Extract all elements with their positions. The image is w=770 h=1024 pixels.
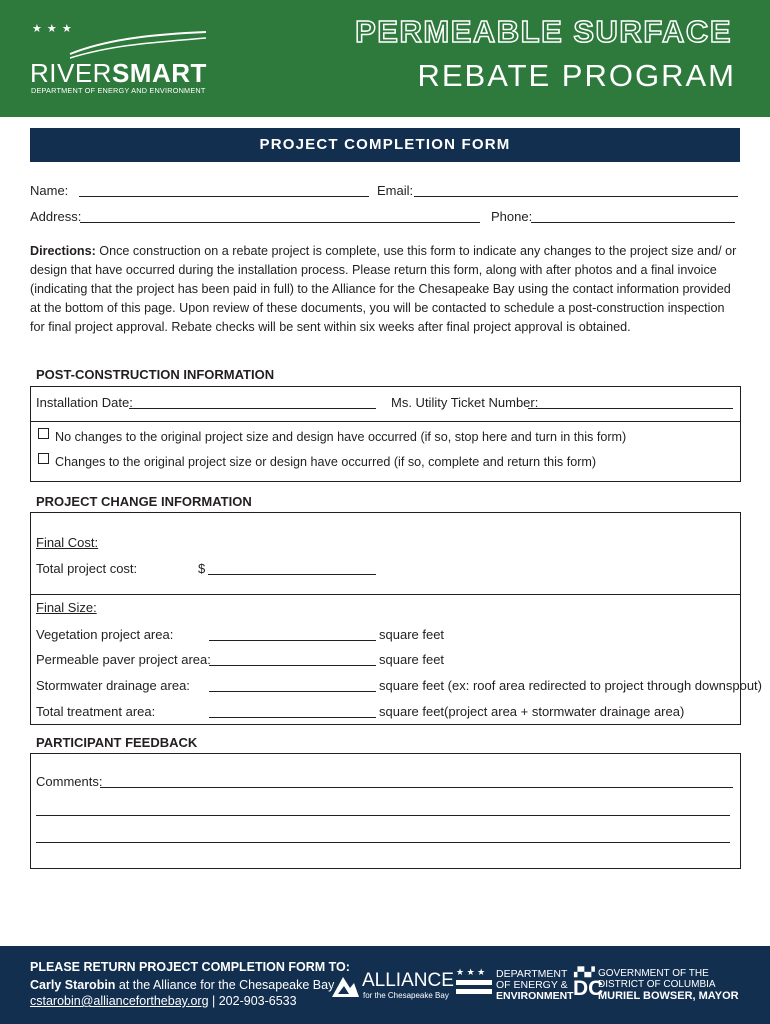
installation-date-field[interactable]	[129, 408, 376, 409]
post-construction-heading: POST-CONSTRUCTION INFORMATION	[36, 367, 275, 382]
gov-line3: MURIEL BOWSER, MAYOR	[598, 990, 739, 1002]
return-contact	[30, 978, 334, 992]
total-project-cost-field[interactable]	[208, 574, 376, 575]
doee-line1: DEPARTMENT	[496, 968, 568, 980]
utility-ticket-field[interactable]	[528, 408, 733, 409]
vegetation-area-field[interactable]	[209, 640, 376, 641]
treatment-area-unit: square feet(project area + stormwater drainage area)	[379, 704, 685, 719]
directions-text: Once construction on a rebate project is complete, use this form to indicate any changes to the project size and/ or design that have occurred during the installation process. Please return this form, along with after photos and a final invoice (indicating that the project has been paid in full) to the Alliance for the Chesapeake Bay using the contact information provided at the bottom of this page. Upon review of these documents, you will be contacted to schedule a post-construction inspection for final project approval. Rebate checks will be sent within six weeks after final project approval is obtained.	[30, 244, 737, 334]
feedback-box	[30, 753, 741, 869]
logo-brand-bold: SMART	[111, 58, 207, 88]
doee-stars-icon: ★ ★ ★	[456, 967, 486, 977]
drainage-area-unit: square feet (ex: roof area redirected to project through downspout)	[379, 678, 762, 693]
change-label: Changes to the original project size or design have occurred (if so, complete and return this form)	[55, 455, 597, 469]
comments-label: Comments:	[36, 774, 103, 789]
treatment-area-field[interactable]	[209, 717, 376, 718]
comments-line-1[interactable]	[100, 787, 733, 788]
phone-field[interactable]	[531, 222, 735, 223]
drainage-area-field[interactable]	[209, 691, 376, 692]
divider	[30, 421, 741, 422]
name-field[interactable]	[79, 196, 369, 197]
final-cost-label: Final Cost:	[36, 535, 99, 550]
gov-line2: DISTRICT OF COLUMBIA	[598, 979, 716, 990]
name-label: Name:	[30, 183, 69, 198]
no-change-label: No changes to the original project size and design have occurred (if so, stop here and turn in this form)	[55, 430, 627, 444]
feedback-heading: PARTICIPANT FEEDBACK	[36, 735, 198, 750]
program-title-line2: REBATE PROGRAM	[417, 58, 736, 93]
address-field[interactable]	[80, 222, 480, 223]
header-banner	[0, 0, 770, 117]
doee-bar	[456, 980, 492, 985]
doee-line3: ENVIRONMENT	[496, 990, 574, 1002]
project-change-heading: PROJECT CHANGE INFORMATION	[36, 494, 252, 509]
vegetation-area-unit: square feet	[379, 627, 445, 642]
email-field[interactable]	[414, 196, 738, 197]
contact-name: Carly Starobin	[30, 978, 116, 992]
alliance-sub: for the Chesapeake Bay	[363, 991, 449, 1000]
treatment-area-label: Total treatment area:	[36, 704, 156, 719]
comments-line-3[interactable]	[36, 842, 730, 843]
paver-area-label: Permeable paver project area:	[36, 652, 211, 667]
change-checkbox[interactable]	[38, 453, 49, 464]
doee-bar	[456, 989, 492, 994]
gov-line1: GOVERNMENT OF THE	[598, 968, 709, 979]
comments-line-2[interactable]	[36, 815, 730, 816]
email-label: Email:	[377, 183, 414, 198]
riversmart-logo	[30, 20, 210, 100]
directions-lead: Directions:	[30, 244, 96, 258]
logo-department: DEPARTMENT OF ENERGY AND ENVIRONMENT	[31, 86, 206, 95]
paver-area-unit: square feet	[379, 652, 445, 667]
logo-brand-light: RIVER	[30, 58, 112, 88]
footer-banner	[0, 946, 770, 1024]
doee-line2: OF ENERGY &	[496, 979, 568, 991]
total-project-cost-label: Total project cost:	[36, 561, 138, 576]
program-title-line1: PERMEABLE SURFACE	[355, 14, 732, 49]
stars-icon: ★ ★ ★	[32, 23, 73, 35]
phone-label: Phone:	[491, 209, 533, 224]
return-email-phone	[30, 994, 297, 1008]
dc-flag-icon: ▞▚▞	[574, 967, 595, 977]
directions-paragraph	[30, 242, 742, 337]
divider	[30, 594, 741, 595]
form-title: PROJECT COMPLETION FORM	[30, 128, 740, 162]
return-heading: PLEASE RETURN PROJECT COMPLETION FORM TO:	[30, 960, 350, 974]
vegetation-area-label: Vegetation project area:	[36, 627, 174, 642]
alliance-mountain-icon	[330, 973, 360, 999]
address-label: Address:	[30, 209, 82, 224]
contact-org: at the Alliance for the Chesapeake Bay	[115, 978, 335, 992]
contact-email-link[interactable]: cstarobin@allianceforthebay.org	[30, 994, 209, 1008]
utility-ticket-label: Ms. Utility Ticket Number:	[391, 395, 539, 410]
paver-area-field[interactable]	[209, 665, 376, 666]
installation-date-label: Installation Date:	[36, 395, 133, 410]
contact-phone: | 202-903-6533	[208, 994, 297, 1008]
alliance-name: ALLIANCE	[362, 970, 454, 991]
project-change-box	[30, 512, 741, 725]
final-size-label: Final Size:	[36, 600, 97, 615]
no-change-checkbox[interactable]	[38, 428, 49, 439]
dollar-sign: $	[198, 561, 206, 576]
swoosh-icon	[30, 30, 210, 60]
dc-mark: DC	[573, 977, 604, 1000]
drainage-area-label: Stormwater drainage area:	[36, 678, 190, 693]
